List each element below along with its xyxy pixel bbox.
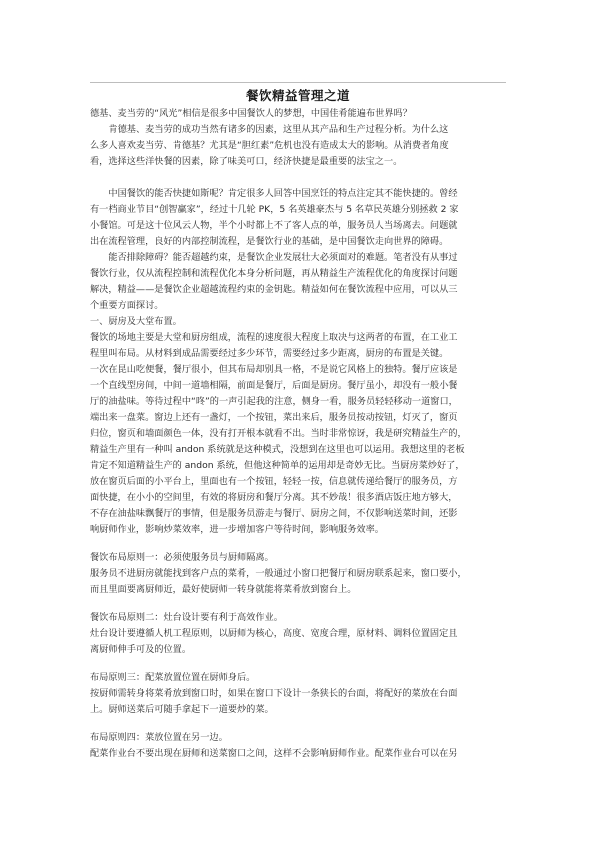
- section-heading: 一、厨房及大堂布置。: [90, 316, 182, 327]
- principle4-heading: 布局原则四：菜放位置在另一边。: [90, 732, 228, 743]
- section2-line: 响厨师作业，影响炒菜效率，进一步增加客户等待时间，影响服务效率。: [90, 524, 384, 535]
- section2-line: 能否排除障碍？能否超越约束，是餐饮企业发展壮大必须面对的难题。笔者没有从事过: [108, 252, 458, 263]
- principle2-line: 离厨师伸手可及的位置。: [90, 644, 192, 655]
- section2-line: 精益生产里有一种叫 andon 系统就是这种模式，没想到在这里也可以运用。我想这里的老板: [90, 444, 465, 455]
- document-title: 餐饮精益管理之道: [245, 88, 350, 103]
- section1-line: 中国餐饮的能否快捷如斯呢？肯定很多人回答中国烹饪的特点注定其不能快捷的。曾经: [108, 188, 458, 199]
- paragraph-gap: [90, 538, 506, 550]
- paragraph-gap: [90, 718, 506, 730]
- section2-line: 放在窗页后面的小平台上，里面也有一个按钮，轻轻一按，信息就传递给餐厅的服务员，方: [90, 476, 458, 487]
- section2-line: 面快捷，在小小的空间里，有效的将厨房和餐厅分离。其不妙哉！很多酒店饭庄地方够大，: [90, 492, 458, 503]
- section1-line: 出在流程管理，良好的内部控制流程，是餐饮行业的基础，是中国餐饮走向世界的障碍。: [90, 236, 449, 247]
- section2-line: 厅的油盐味。等待过程中“咚”的一声引起我的注意，侧身一看，服务员轻轻移动一道窗口，: [90, 396, 458, 407]
- intro-line: 么多人喜欢麦当劳、肯德基？尤其是“胆红素”危机也没有造成太大的影响。从消费者角度: [90, 140, 449, 151]
- section2-line: 一次在昆山吃便餐，餐厅很小，但其布局却别具一格，不是说它风格上的独特。餐厅应该是: [90, 364, 458, 375]
- title-bar: [90, 82, 506, 106]
- document-body: [90, 82, 506, 762]
- principle1-line: 而且里面要离厨师近，最好使厨师一转身就能将菜肴放到窗台上。: [90, 584, 357, 595]
- section2-line: 一个直线型房间，中间一道墙相隔，前面是餐厅，后面是厨房。餐厅虽小，却没有一般小餐: [90, 380, 458, 391]
- paragraph-gap: [90, 658, 506, 670]
- principle3-line: 按厨师需转身将菜肴放到窗口时，如果在窗口下设计一条狭长的台面，将配好的菜放在台面: [90, 688, 458, 699]
- section2-line: 餐饮行业，仅从流程控制和流程优化本身分析问题，再从精益生产流程优化的角度探讨问题: [90, 268, 458, 279]
- section2-line: 个重要方面探讨。: [90, 300, 164, 311]
- section2-line: 程里叫布局。从材料到成品需要经过多少环节，需要经过多少距离，厨房的布置是关键。: [90, 348, 449, 359]
- intro-line: 德基、麦当劳的“风光”相信是很多中国餐饮人的梦想，中国佳肴能遍布世界吗？: [90, 108, 412, 119]
- principle3-line: 上。厨师送菜后可随手拿起下一道要炒的菜。: [90, 704, 274, 715]
- principle2-heading: 餐饮布局原则二：灶台设计要有利于高效作业。: [90, 612, 283, 623]
- principle4-line: 配菜作业台不要出现在厨师和送菜窗口之间，这样不会影响厨师作业。配菜作业台可以在另: [90, 748, 458, 759]
- section1-line: 小餐馆。可是这十位风云人物，半个小时都上不了客人点的单，服务员人当场离去。问题就: [90, 220, 458, 231]
- principle1-line: 服务员不进厨房就能找到客户点的菜肴，一般通过小窗口把餐厅和厨房联系起来，窗口要小，: [90, 568, 467, 579]
- paragraph-gap: [90, 170, 506, 186]
- section1-line: 有一档商业节目“创智赢家”，经过十几轮 PK，5 名英雄豪杰与 5 名草民英雄分别拯救 2 家: [90, 204, 459, 215]
- section2-line: 归位，窗页和墙面颜色一体，没有打开根本就看不出。当时非常惊讶，我是研究精益生产的，: [90, 428, 467, 439]
- section2-line: 肯定不知道精益生产的 andon 系统，但他这种简单的运用却是奇妙无比。当厨房菜炒好了，: [90, 460, 465, 471]
- intro-line: 肯德基、麦当劳的成功当然有诸多的因素，这里从其产品和生产过程分析。为什么这: [108, 124, 449, 135]
- section2-line: 餐饮的场地主要是大堂和厨房组成，流程的速度很大程度上取决与这两者的布置，在工业工: [90, 332, 458, 343]
- section2-line: 不存在油盐味飘餐厅的事情，但是服务员游走与餐厅、厨房之间，不仅影响送菜时间，还影: [90, 508, 458, 519]
- intro-line: 看，选择这些洋快餐的因素，除了味美可口，经济快捷是最重要的法宝之一。: [90, 156, 403, 167]
- principle3-heading: 布局原则三：配菜放置位置在厨师身后。: [90, 672, 256, 683]
- principle1-heading: 餐饮布局原则一：必须使服务员与厨师隔离。: [90, 552, 274, 563]
- principle2-line: 灶台设计要遵循人机工程原则，以厨师为核心，高度、宽度合理，原材料、调料位置固定且: [90, 628, 458, 639]
- section2-line: 解决，精益——是餐饮企业超越流程约束的金钥匙。精益如何在餐饮流程中应用，可以从三: [90, 284, 458, 295]
- section2-line: 端出来一盘菜。窗边上还有一盏灯，一个按钮，菜出来后，服务员按动按钮，灯灭了，窗页: [90, 412, 458, 423]
- paragraph-gap: [90, 598, 506, 610]
